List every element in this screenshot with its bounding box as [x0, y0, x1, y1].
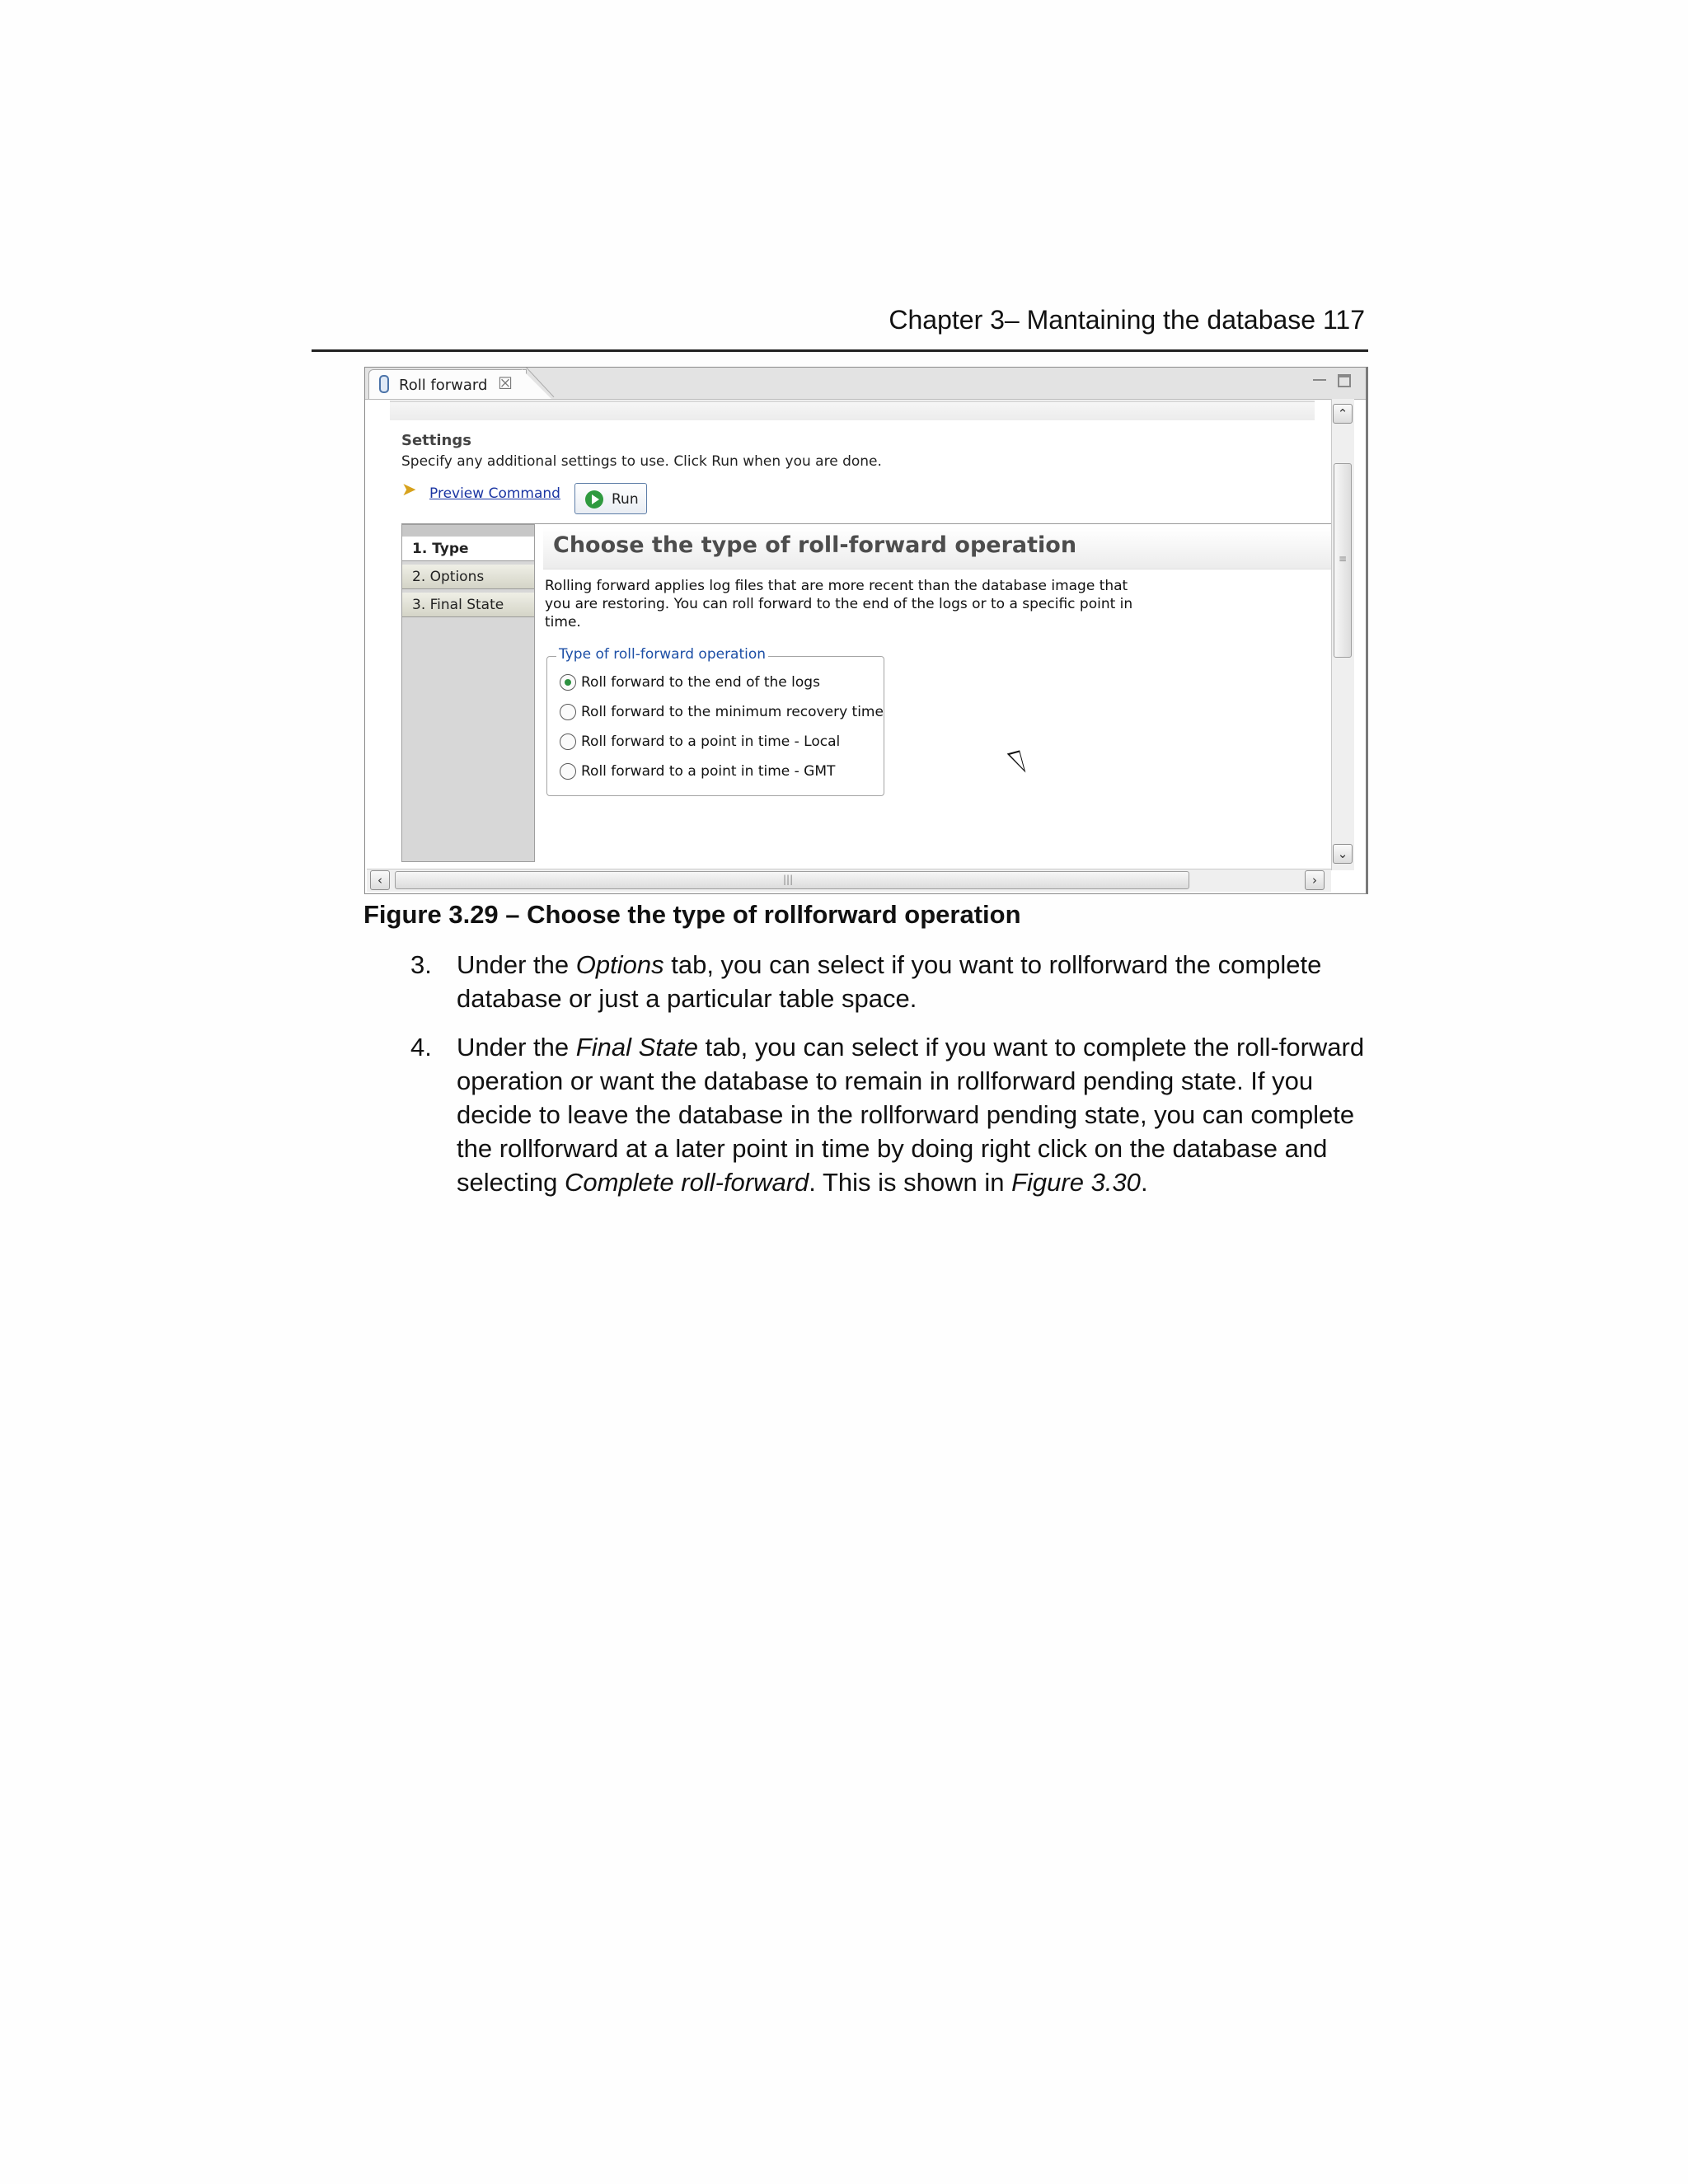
maximize-icon[interactable] [1338, 374, 1351, 387]
editor-tab-bar [365, 368, 1366, 400]
grip-icon: ||| [783, 874, 794, 885]
emphasis-text: Figure 3.30 [1011, 1168, 1141, 1197]
header-rule [312, 349, 1368, 352]
close-icon[interactable]: ☒ [498, 373, 513, 393]
body-text: tab, you can select if you want to rollforward the complete database or just a particular table space. [457, 950, 1322, 1013]
body-text: Under the [457, 1033, 576, 1062]
page-description: Rolling forward applies log files that are more recent than the database image that you are restoring. You can roll forward to the end of the logs or to a specific point in time. [545, 578, 1133, 630]
run-label: Run [612, 491, 639, 508]
scroll-left-icon[interactable]: ‹ [370, 870, 390, 890]
body-text: . This is shown in [809, 1168, 1012, 1197]
body-text: . [1140, 1168, 1148, 1197]
list-number: 4. [410, 1033, 432, 1062]
emphasis-text: Options [575, 950, 664, 979]
radio-button[interactable] [560, 763, 576, 780]
settings-separator [401, 523, 1339, 524]
database-icon [379, 375, 389, 393]
emphasis-text: Complete roll-forward [564, 1168, 809, 1197]
grip-icon: ≡ [1339, 553, 1348, 565]
scroll-up-icon[interactable]: ⌃ [1333, 404, 1353, 424]
tab-label: Roll forward [399, 377, 488, 394]
chapter-header: Chapter 3– Mantaining the database 117 [889, 305, 1365, 335]
preview-command-icon: ➤ [401, 480, 417, 500]
wizard-nav-item[interactable]: 1. Type [402, 537, 534, 561]
radio-button[interactable] [560, 674, 576, 691]
wizard-nav-header [402, 525, 534, 537]
roll-forward-window [364, 367, 1368, 894]
radio-label: Roll forward to the end of the logs [581, 674, 820, 691]
run-button[interactable] [574, 483, 647, 514]
settings-title: Settings [401, 432, 471, 449]
horizontal-scroll-thumb[interactable] [395, 871, 1189, 889]
figure-caption: Figure 3.29 – Choose the type of rollforward operation [363, 900, 1021, 929]
preview-command-link[interactable]: Preview Command [429, 485, 560, 502]
vertical-scroll-thumb[interactable] [1334, 463, 1352, 658]
tab-roll-forward[interactable] [368, 369, 527, 399]
wizard-nav-item[interactable]: 3. Final State [402, 593, 534, 617]
body-text: tab, you can select if you want to complete the roll-forward operation or want the database to remain in rollforward pending state. If you decide to leave the database in the rollforward pending state, you can complete the rollforward at a later point in time by doing right click on the database and selecting [457, 1033, 1365, 1197]
radio-label: Roll forward to a point in time - Local [581, 733, 841, 750]
list-text [457, 948, 1367, 1015]
tab-edge [522, 369, 551, 399]
scroll-right-icon[interactable]: › [1305, 870, 1325, 890]
radio-button[interactable] [560, 733, 576, 750]
emphasis-text: Final State [575, 1033, 698, 1062]
page-title: Choose the type of roll-forward operation [553, 532, 1077, 558]
list-number: 3. [410, 950, 432, 979]
radio-label: Roll forward to the minimum recovery time [581, 704, 884, 720]
run-icon [585, 490, 603, 509]
radio-label: Roll forward to a point in time - GMT [581, 763, 836, 780]
radio-button[interactable] [560, 704, 576, 720]
minimize-icon[interactable] [1313, 371, 1326, 381]
settings-header-band [390, 401, 1315, 420]
scroll-down-icon[interactable]: ⌄ [1333, 844, 1353, 864]
body-text: Under the [457, 950, 576, 979]
group-label: Type of roll-forward operation [556, 646, 768, 663]
settings-description: Specify any additional settings to use. Click Run when you are done. [401, 453, 882, 470]
wizard-nav [401, 524, 535, 862]
vertical-scrollbar[interactable] [1331, 399, 1354, 870]
list-text [457, 1030, 1367, 1199]
horizontal-scrollbar[interactable] [367, 869, 1331, 892]
wizard-nav-item[interactable]: 2. Options [402, 565, 534, 589]
